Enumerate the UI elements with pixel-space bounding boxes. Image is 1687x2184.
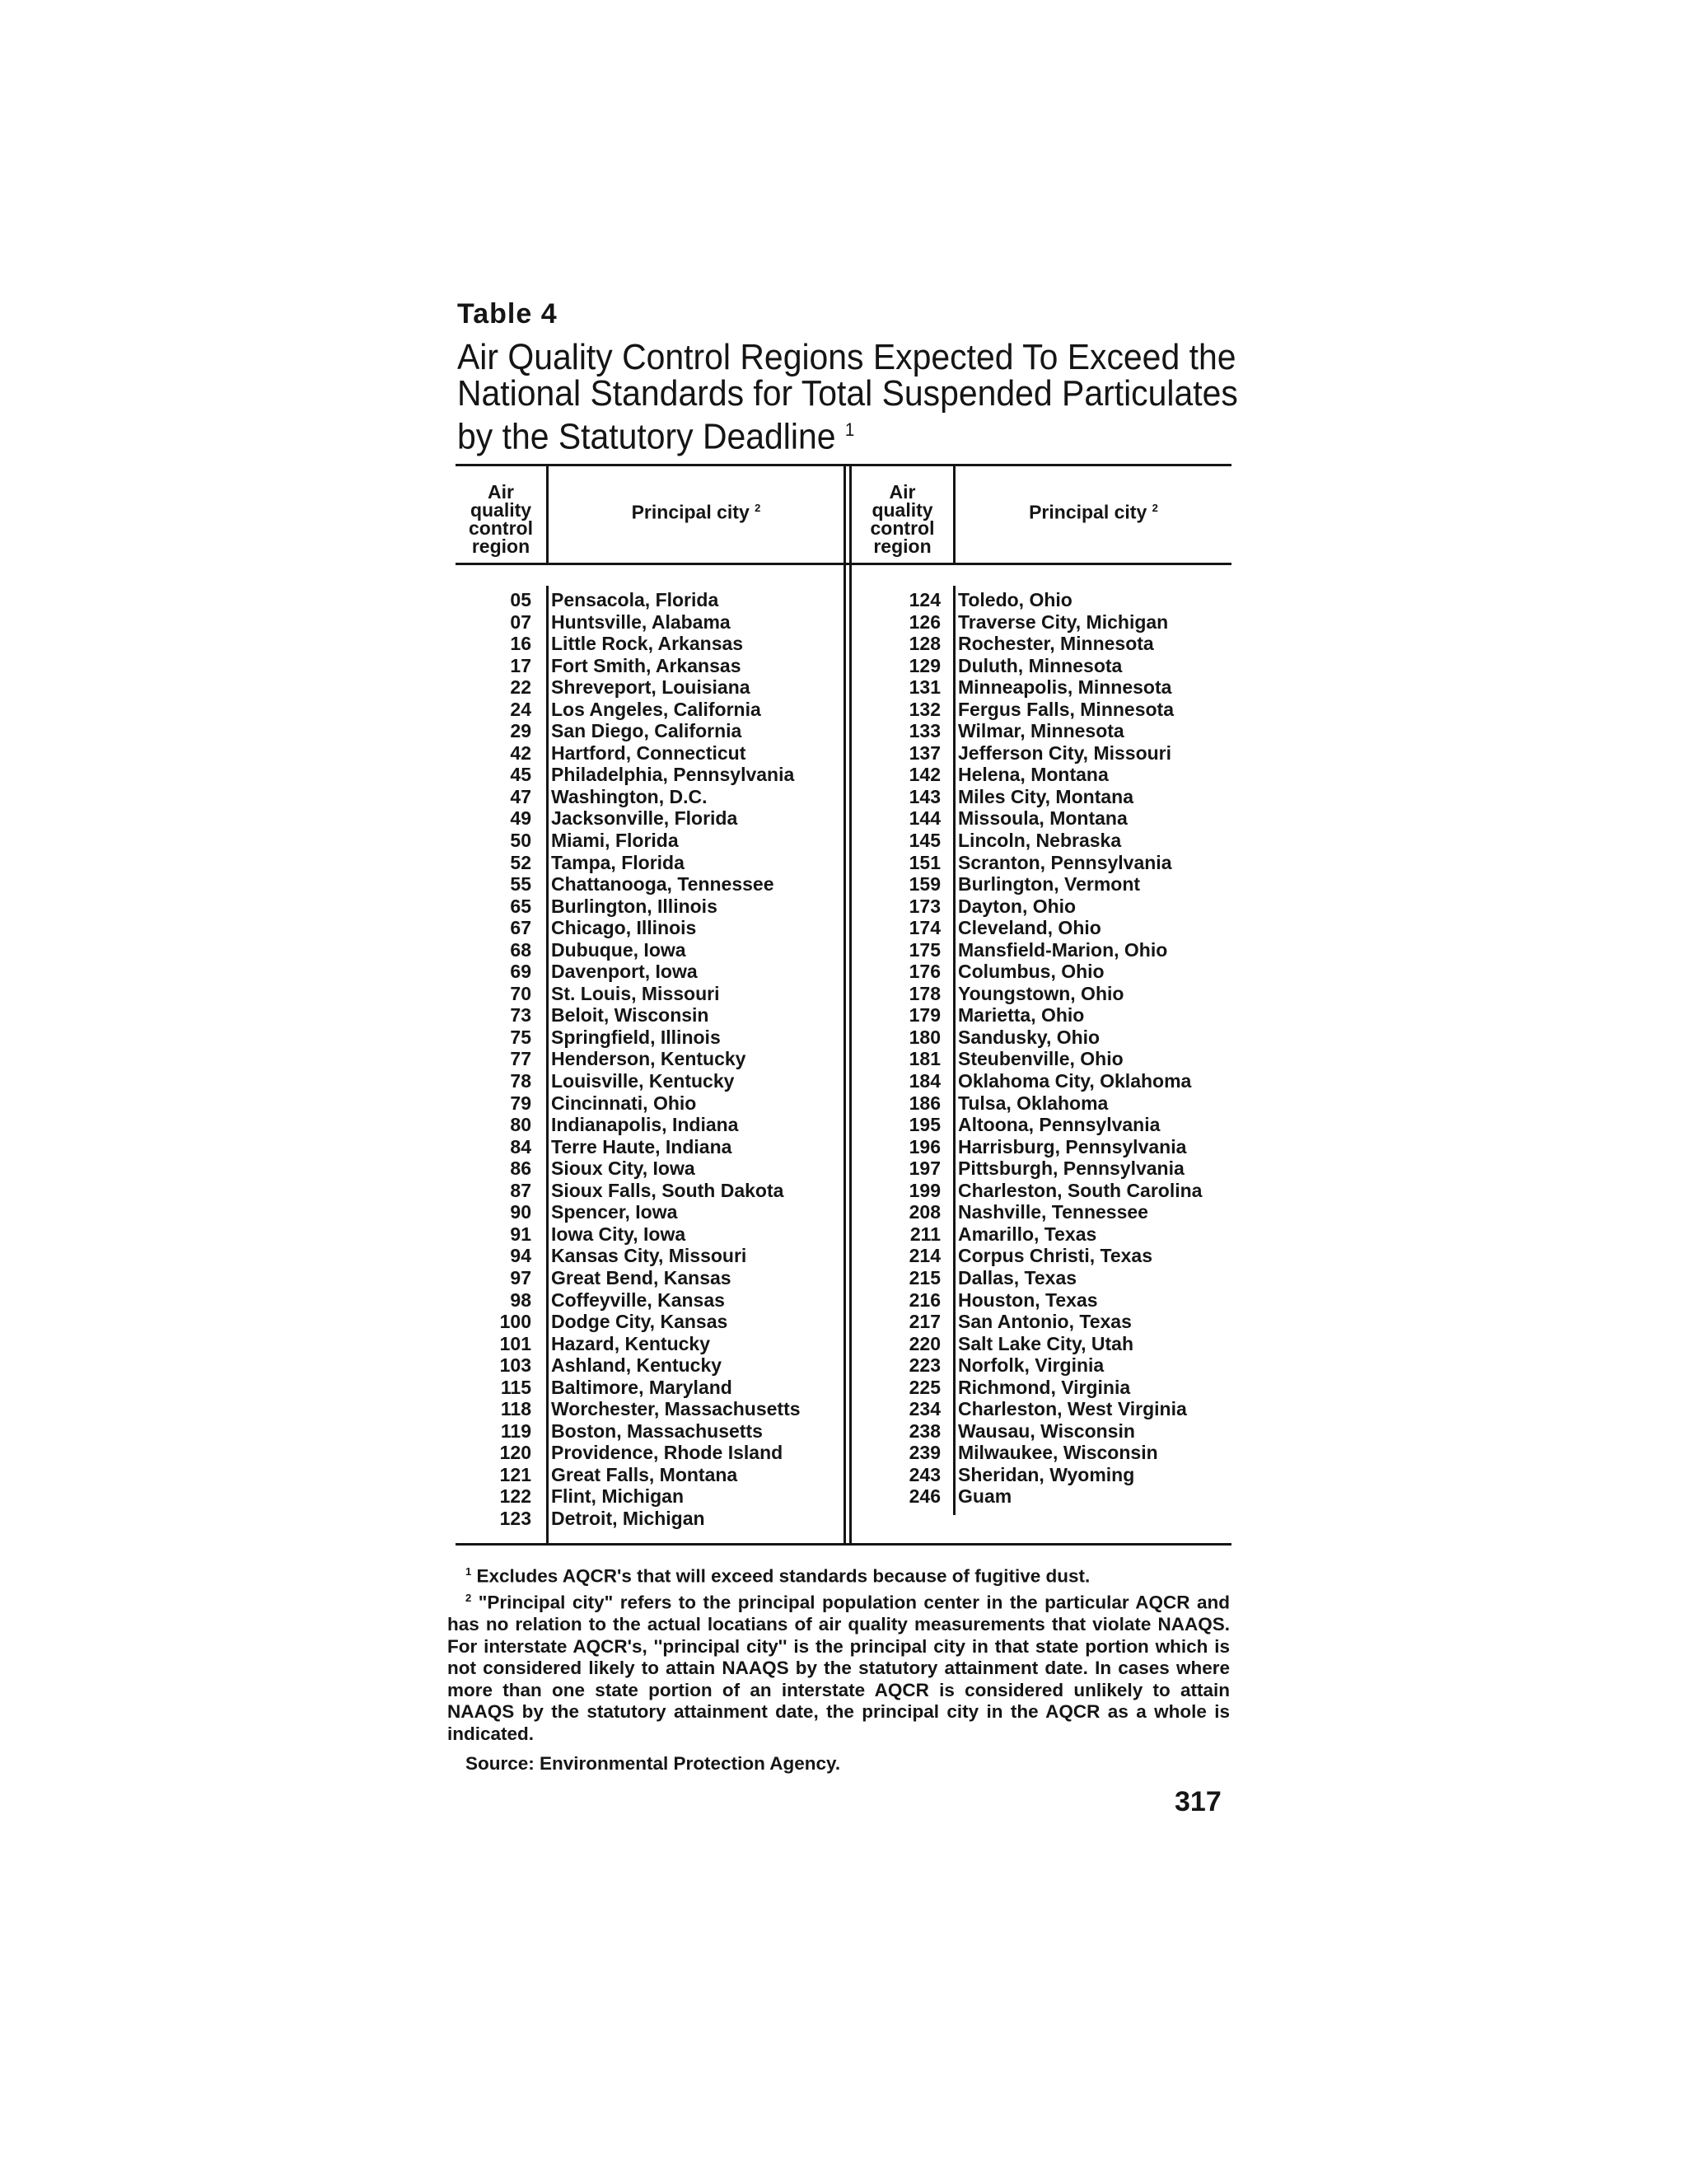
- header-quality: quality: [470, 499, 532, 521]
- region-number-cell: 143: [909, 785, 941, 807]
- principal-city-cell: Baltimore, Maryland: [551, 1376, 732, 1398]
- principal-city-cell: Coffeyville, Kansas: [551, 1288, 725, 1311]
- region-number-cell: 217: [909, 1311, 941, 1333]
- region-number-cell: 69: [510, 961, 531, 983]
- principal-city-cell: Sioux City, Iowa: [551, 1157, 695, 1180]
- region-number-cell: 137: [909, 741, 941, 764]
- principal-city-cell: Scranton, Pennsylvania: [958, 851, 1172, 873]
- region-number-cell: 181: [909, 1048, 941, 1070]
- footnote-2-text: "Principal city" refers to the principal population center in the particular AQCR and has no relation to the actual locatians of air quality measurements that violate NAAQS. For interstate AQCR's, ''principal city'' is the principal city in that state portion which is not considered likely to attain NAAQS by the statutory attainment date. In cases where more than one state portion of an interstate AQCR is considered unlikely to attain NAAQS by the statutory attainment date, the principal city in the AQCR as a whole is indicated.: [447, 1592, 1230, 1744]
- region-number-cell: 86: [510, 1157, 531, 1180]
- region-number-cell: 100: [499, 1311, 531, 1333]
- region-number-cell: 47: [510, 785, 531, 807]
- region-number-cell: 131: [909, 676, 941, 699]
- region-number-cell: 87: [510, 1179, 531, 1201]
- region-number-cell: 215: [909, 1266, 941, 1288]
- region-number-cell: 179: [909, 1004, 941, 1027]
- region-number-cell: 199: [909, 1179, 941, 1201]
- region-number-cell: 68: [510, 938, 531, 961]
- header-quality: quality: [872, 499, 933, 521]
- region-number-cell: 91: [510, 1223, 531, 1245]
- principal-city-cell: Columbus, Ohio: [958, 961, 1105, 983]
- principal-city-cell: Terre Haute, Indiana: [551, 1135, 732, 1157]
- region-number-cell: 103: [499, 1354, 531, 1377]
- principal-city-cell: San Antonio, Texas: [958, 1311, 1132, 1333]
- principal-city-cell: Wilmar, Minnesota: [958, 720, 1124, 742]
- region-number-cell: 126: [909, 610, 941, 633]
- header-principal-city: Principal city: [1029, 501, 1147, 523]
- region-number-cell: 159: [909, 873, 941, 896]
- principal-city-cell: Fergus Falls, Minnesota: [958, 698, 1174, 720]
- region-number-cell: 121: [499, 1463, 531, 1485]
- left-region-header: [456, 483, 546, 555]
- footnote-1-text: Excludes AQCR's that will exceed standards because of fugitive dust.: [476, 1565, 1091, 1587]
- principal-city-cell: Lincoln, Nebraska: [958, 830, 1122, 852]
- source-line: Source: Environmental Protection Agency.: [465, 1753, 841, 1774]
- right-city-header: [956, 499, 1231, 521]
- principal-city-cell: Sioux Falls, South Dakota: [551, 1179, 784, 1201]
- principal-city-cell: Sandusky, Ohio: [958, 1026, 1101, 1048]
- region-number-cell: 239: [909, 1442, 941, 1464]
- principal-city-cell: Duluth, Minnesota: [958, 654, 1123, 676]
- principal-city-cell: Hazard, Kentucky: [551, 1332, 711, 1354]
- principal-city-cell: Jefferson City, Missouri: [958, 741, 1172, 764]
- region-number-cell: 120: [499, 1442, 531, 1464]
- principal-city-cell: Burlington, Illinois: [551, 895, 717, 917]
- principal-city-cell: Miles City, Montana: [958, 785, 1133, 807]
- region-number-cell: 176: [909, 961, 941, 983]
- region-number-cell: 144: [909, 807, 941, 830]
- principal-city-cell: Norfolk, Virginia: [958, 1354, 1105, 1377]
- left-city-column: [551, 589, 839, 1530]
- right-city-column: [958, 589, 1230, 1508]
- region-number-cell: 175: [909, 938, 941, 961]
- principal-city-cell: Pittsburgh, Pennsylvania: [958, 1157, 1185, 1180]
- region-number-cell: 196: [909, 1135, 941, 1157]
- principal-city-cell: Springfield, Illinois: [551, 1026, 721, 1048]
- region-number-cell: 186: [909, 1092, 941, 1114]
- header-control: control: [870, 517, 935, 539]
- region-number-cell: 178: [909, 982, 941, 1004]
- principal-city-cell: Miami, Florida: [551, 830, 679, 852]
- region-number-cell: 97: [510, 1266, 531, 1288]
- principal-city-cell: Little Rock, Arkansas: [551, 633, 744, 655]
- region-number-cell: 132: [909, 698, 941, 720]
- region-number-cell: 115: [500, 1376, 531, 1398]
- region-number-cell: 142: [909, 764, 941, 786]
- principal-city-cell: Steubenville, Ohio: [958, 1048, 1124, 1070]
- region-number-cell: 70: [510, 982, 531, 1004]
- principal-city-cell: San Diego, California: [551, 720, 742, 742]
- region-number-cell: 50: [510, 830, 531, 852]
- region-number-cell: 05: [510, 589, 531, 610]
- principal-city-cell: Great Falls, Montana: [551, 1463, 738, 1485]
- footnote-1-mark: 1: [465, 1565, 472, 1578]
- principal-city-cell: Dubuque, Iowa: [551, 938, 686, 961]
- region-number-cell: 84: [510, 1135, 531, 1157]
- table-title: [457, 337, 1238, 457]
- header-control: control: [469, 517, 533, 539]
- principal-city-cell: Tulsa, Oklahoma: [958, 1092, 1109, 1114]
- footnotes: [447, 1561, 1230, 1775]
- principal-city-cell: Youngstown, Ohio: [958, 982, 1124, 1004]
- principal-city-cell: Worchester, Massachusetts: [551, 1398, 801, 1420]
- principal-city-cell: Burlington, Vermont: [958, 873, 1141, 896]
- page-number: 317: [1175, 1786, 1222, 1817]
- principal-city-cell: Amarillo, Texas: [958, 1223, 1097, 1245]
- region-number-cell: 17: [510, 654, 531, 676]
- principal-city-cell: Minneapolis, Minnesota: [958, 676, 1172, 699]
- principal-city-cell: Altoona, Pennsylvania: [958, 1114, 1161, 1136]
- header-city-footnote-mark: 2: [755, 502, 761, 514]
- region-number-cell: 119: [500, 1419, 531, 1442]
- header-city-footnote-mark: 2: [1152, 502, 1158, 514]
- principal-city-cell: Washington, D.C.: [551, 785, 708, 807]
- region-number-cell: 180: [909, 1026, 941, 1048]
- region-number-cell: 94: [510, 1245, 531, 1267]
- region-number-cell: 145: [909, 830, 941, 852]
- region-number-cell: 151: [909, 851, 941, 873]
- region-number-cell: 101: [499, 1332, 531, 1354]
- principal-city-cell: Cincinnati, Ohio: [551, 1092, 697, 1114]
- region-number-cell: 73: [510, 1004, 531, 1027]
- center-double-rule-a: [844, 466, 846, 1543]
- region-number-cell: 174: [909, 917, 941, 939]
- region-number-cell: 214: [909, 1245, 941, 1267]
- table-bottom-rule: [456, 1543, 1231, 1546]
- region-number-cell: 238: [909, 1419, 941, 1442]
- principal-city-cell: Iowa City, Iowa: [551, 1223, 686, 1245]
- principal-city-cell: St. Louis, Missouri: [551, 982, 720, 1004]
- principal-city-cell: Harrisburg, Pennsylvania: [958, 1135, 1187, 1157]
- region-number-cell: 184: [909, 1070, 941, 1092]
- region-number-cell: 79: [510, 1092, 531, 1114]
- principal-city-cell: Toledo, Ohio: [958, 589, 1072, 610]
- principal-city-cell: Houston, Texas: [958, 1288, 1098, 1311]
- principal-city-cell: Salt Lake City, Utah: [958, 1332, 1134, 1354]
- region-number-cell: 78: [510, 1070, 531, 1092]
- region-number-cell: 122: [499, 1485, 531, 1508]
- principal-city-cell: Marietta, Ohio: [958, 1004, 1085, 1027]
- region-number-cell: 49: [510, 807, 531, 830]
- principal-city-cell: Corpus Christi, Texas: [958, 1245, 1153, 1267]
- region-number-cell: 243: [909, 1463, 941, 1485]
- table-label: Table 4: [457, 298, 558, 330]
- principal-city-cell: Charleston, South Carolina: [958, 1179, 1203, 1201]
- region-number-cell: 197: [909, 1157, 941, 1180]
- principal-city-cell: Missoula, Montana: [958, 807, 1128, 830]
- region-number-cell: 195: [909, 1114, 941, 1136]
- footnote-1: [447, 1561, 1230, 1588]
- region-number-cell: 123: [499, 1507, 531, 1529]
- principal-city-cell: Henderson, Kentucky: [551, 1048, 746, 1070]
- principal-city-cell: Philadelphia, Pennsylvania: [551, 764, 795, 786]
- region-number-cell: 75: [510, 1026, 531, 1048]
- region-number-cell: 77: [510, 1048, 531, 1070]
- principal-city-cell: Dallas, Texas: [958, 1266, 1077, 1288]
- principal-city-cell: Cleveland, Ohio: [958, 917, 1101, 939]
- right-region-column: [852, 589, 941, 1508]
- region-number-cell: 211: [909, 1223, 941, 1245]
- footnote-2: [447, 1588, 1230, 1745]
- region-number-cell: 22: [510, 676, 531, 699]
- principal-city-cell: Detroit, Michigan: [551, 1507, 705, 1529]
- principal-city-cell: Great Bend, Kansas: [551, 1266, 731, 1288]
- title-line-3-text: by the Statutory Deadline: [457, 416, 836, 457]
- principal-city-cell: Beloit, Wisconsin: [551, 1004, 709, 1027]
- title-line-2: National Standards for Total Suspended Particulates: [457, 373, 1238, 414]
- region-number-cell: 67: [510, 917, 531, 939]
- principal-city-cell: Dayton, Ohio: [958, 895, 1077, 917]
- region-number-cell: 124: [909, 589, 941, 610]
- principal-city-cell: Guam: [958, 1485, 1012, 1508]
- region-number-cell: 90: [510, 1201, 531, 1223]
- region-number-cell: 223: [909, 1354, 941, 1377]
- principal-city-cell: Helena, Montana: [958, 764, 1109, 786]
- principal-city-cell: Rochester, Minnesota: [958, 633, 1154, 655]
- principal-city-cell: Hartford, Connecticut: [551, 741, 746, 764]
- right-body-divider: [953, 586, 956, 1515]
- principal-city-cell: Davenport, Iowa: [551, 961, 698, 983]
- region-number-cell: 234: [909, 1398, 941, 1420]
- header-principal-city: Principal city: [631, 501, 750, 523]
- principal-city-cell: Nashville, Tennessee: [958, 1201, 1148, 1223]
- region-number-cell: 29: [510, 720, 531, 742]
- principal-city-cell: Boston, Massachusetts: [551, 1419, 763, 1442]
- title-line-3: [457, 412, 1193, 456]
- region-number-cell: 208: [909, 1201, 941, 1223]
- footnote-2-mark: 2: [465, 1592, 472, 1604]
- principal-city-cell: Charleston, West Virginia: [958, 1398, 1187, 1420]
- region-number-cell: 133: [909, 720, 941, 742]
- principal-city-cell: Spencer, Iowa: [551, 1201, 678, 1223]
- region-number-cell: 129: [909, 654, 941, 676]
- region-number-cell: 07: [510, 610, 531, 633]
- principal-city-cell: Jacksonville, Florida: [551, 807, 738, 830]
- principal-city-cell: Chattanooga, Tennessee: [551, 873, 774, 896]
- principal-city-cell: Huntsville, Alabama: [551, 610, 731, 633]
- region-number-cell: 220: [909, 1332, 941, 1354]
- region-number-cell: 42: [510, 741, 531, 764]
- principal-city-cell: Shreveport, Louisiana: [551, 676, 750, 699]
- region-number-cell: 128: [909, 633, 941, 655]
- region-number-cell: 16: [510, 633, 531, 655]
- principal-city-cell: Fort Smith, Arkansas: [551, 654, 741, 676]
- principal-city-cell: Pensacola, Florida: [551, 589, 719, 610]
- principal-city-cell: Providence, Rhode Island: [551, 1442, 783, 1464]
- left-city-header: [549, 499, 844, 521]
- principal-city-cell: Dodge City, Kansas: [551, 1311, 728, 1333]
- principal-city-cell: Oklahoma City, Oklahoma: [958, 1070, 1192, 1092]
- principal-city-cell: Sheridan, Wyoming: [958, 1463, 1135, 1485]
- left-region-column: [456, 589, 531, 1530]
- principal-city-cell: Louisville, Kentucky: [551, 1070, 735, 1092]
- header-air: Air: [488, 481, 514, 503]
- title-line-1: Air Quality Control Regions Expected To Exceed the: [457, 337, 1236, 377]
- left-body-divider: [546, 586, 549, 1543]
- principal-city-cell: Mansfield-Marion, Ohio: [958, 938, 1168, 961]
- region-number-cell: 52: [510, 851, 531, 873]
- region-number-cell: 45: [510, 764, 531, 786]
- header-air: Air: [889, 481, 916, 503]
- title-footnote-mark: 1: [844, 419, 855, 440]
- principal-city-cell: Tampa, Florida: [551, 851, 685, 873]
- region-number-cell: 98: [510, 1288, 531, 1311]
- region-number-cell: 118: [500, 1398, 531, 1420]
- right-region-header: [852, 483, 953, 555]
- principal-city-cell: Richmond, Virginia: [958, 1376, 1131, 1398]
- principal-city-cell: Flint, Michigan: [551, 1485, 684, 1508]
- principal-city-cell: Milwaukee, Wisconsin: [958, 1442, 1158, 1464]
- principal-city-cell: Kansas City, Missouri: [551, 1245, 747, 1267]
- principal-city-cell: Indianapolis, Indiana: [551, 1114, 739, 1136]
- principal-city-cell: Ashland, Kentucky: [551, 1354, 722, 1377]
- principal-city-cell: Chicago, Illinois: [551, 917, 697, 939]
- header-region: region: [873, 535, 932, 557]
- region-number-cell: 80: [510, 1114, 531, 1136]
- region-number-cell: 55: [510, 873, 531, 896]
- region-number-cell: 65: [510, 895, 531, 917]
- region-number-cell: 246: [909, 1485, 941, 1508]
- region-number-cell: 216: [909, 1288, 941, 1311]
- principal-city-cell: Los Angeles, California: [551, 698, 761, 720]
- header-region: region: [471, 535, 530, 557]
- region-number-cell: 225: [909, 1376, 941, 1398]
- principal-city-cell: Wausau, Wisconsin: [958, 1419, 1135, 1442]
- principal-city-cell: Traverse City, Michigan: [958, 610, 1169, 633]
- region-number-cell: 24: [510, 698, 531, 720]
- region-number-cell: 173: [909, 895, 941, 917]
